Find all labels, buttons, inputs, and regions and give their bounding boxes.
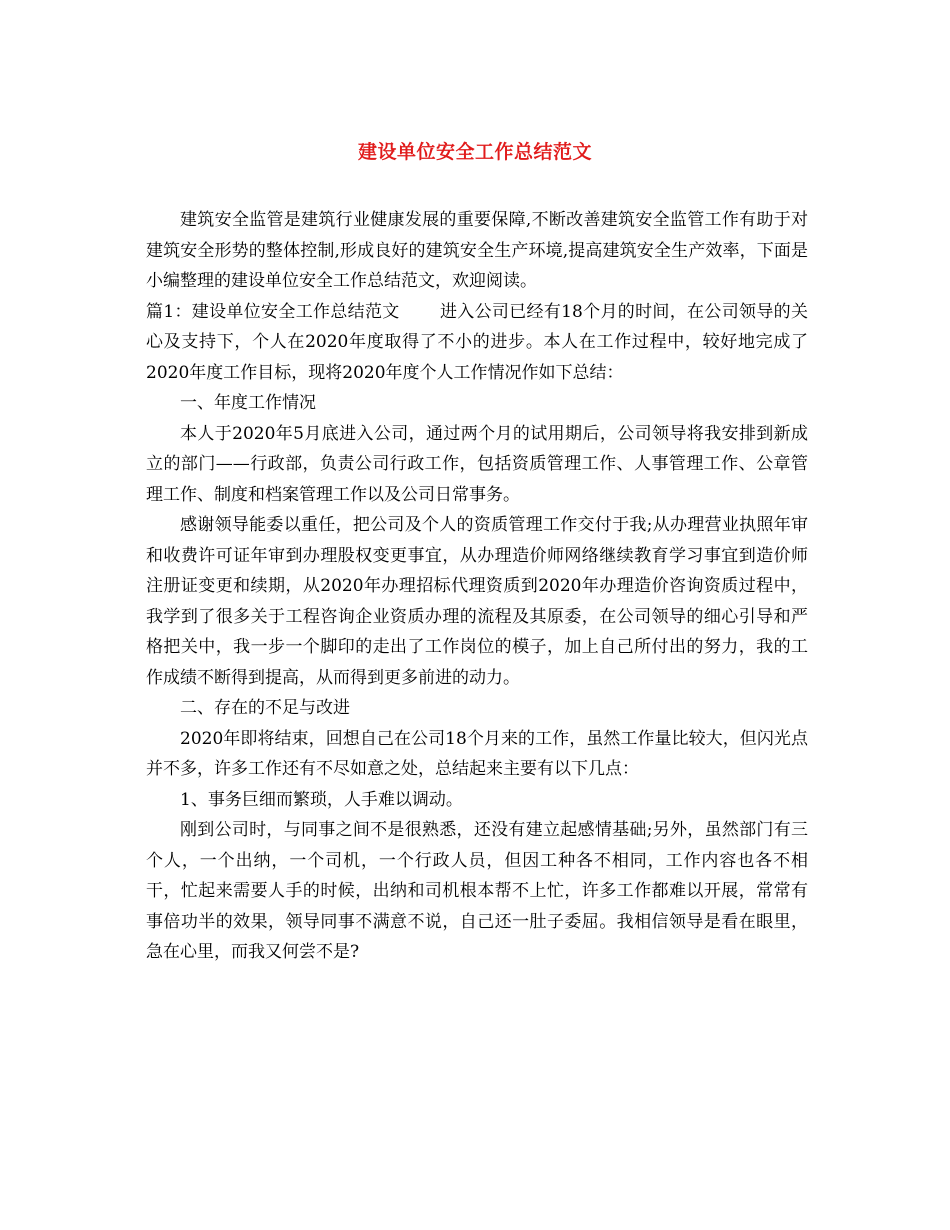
article-opening-text: 进入公司已经有18个月的时间，在公司领导的关心及支持下，个人在2020年度取得了不小的进步。本人在工作过程中，较好地完成了2020年度工作目标，现将2020年度个人工作情况作如下总结： (146, 301, 808, 383)
body-paragraph: 感谢领导能委以重任，把公司及个人的资质管理工作交付于我;从办理营业执照年审和收费许可证年审到办理股权变更事宜，从办理造价师网络继续教育学习事宜到造价师注册证变更和续期，从2020年办理招标代理资质到2020年办理造价咨询资质过程中，我学到了很多关于工程咨询企业资质办理的流程及其原委，在公司领导的细心引导和严格把关中，我一步一个脚印的走出了工作岗位的模子，加上自己所付出的努力，我的工作成绩不断得到提高，从而得到更多前进的动力。 (146, 515, 808, 688)
section-heading-2: 二、存在的不足与改进 (180, 698, 350, 718)
body-paragraph: 本人于2020年5月底进入公司，通过两个月的试用期后，公司领导将我安排到新成立的部门——行政部，负责公司行政工作，包括资质管理工作、人事管理工作、公章管理工作、制度和档案管理工作以及公司日常事务。 (146, 423, 808, 505)
article-heading: 篇1：建设单位安全工作总结范文 (146, 301, 400, 322)
document-body (146, 205, 808, 968)
document-title: 建设单位安全工作总结范文 (357, 141, 592, 163)
body-paragraph: 2020年即将结束，回想自己在公司18个月来的工作，虽然工作量比较大，但闪光点并不多，许多工作还有不尽如意之处，总结起来主要有以下几点： (146, 728, 808, 779)
list-item-heading: 1、事务巨细而繁琐，人手难以调动。 (180, 789, 463, 810)
article-paragraph (146, 297, 808, 389)
intro-paragraph: 建筑安全监管是建筑行业健康发展的重要保障,不断改善建筑安全监管工作有助于对建筑安全形势的整体控制,形成良好的建筑安全生产环境,提高建筑安全生产效率，下面是小编整理的建设单位安全工作总结范文，欢迎阅读。 (146, 210, 808, 291)
body-paragraph: 刚到公司时，与同事之间不是很熟悉，还没有建立起感情基础;另外，虽然部门有三个人，一个出纳，一个司机，一个行政人员，但因工种各不相同，工作内容也各不相干，忙起来需要人手的时候，出纳和司机根本帮不上忙，许多工作都难以开展，常常有事倍功半的效果，领导同事不满意不说，自己还一肚子委屈。我相信领导是看在眼里，急在心里，而我又何尝不是? (146, 820, 808, 962)
section-heading-1: 一、年度工作情况 (180, 393, 316, 413)
